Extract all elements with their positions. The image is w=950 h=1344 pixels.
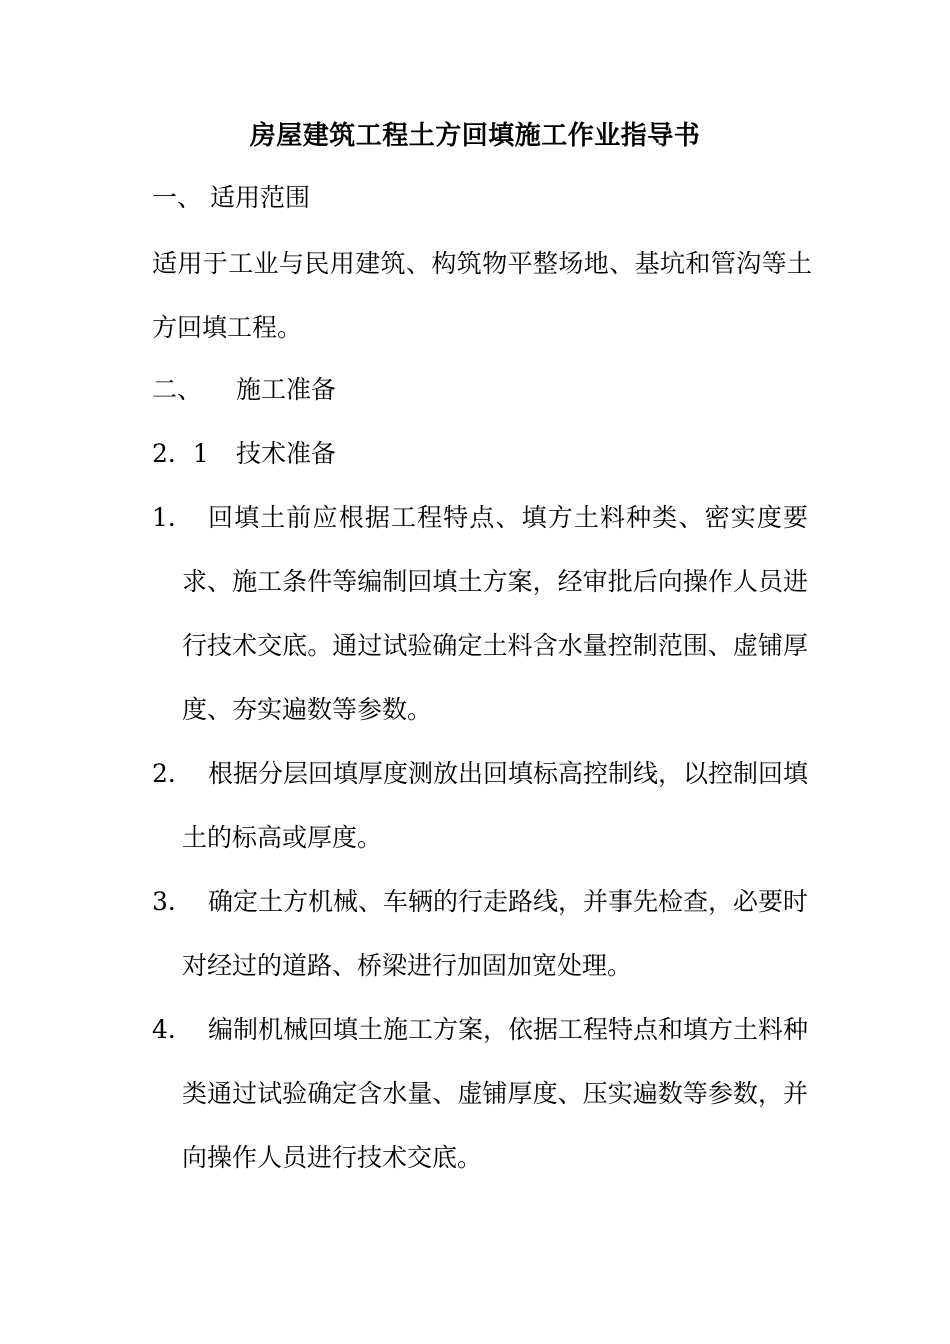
list-item-text: 确定土方机械、车辆的行走路线，并事先检查，必要时对经过的道路、桥梁进行加固加宽处理。 [182,887,809,980]
section-1-number: 一、 [152,183,203,212]
list-item-text: 根据分层回填厚度测放出回填标高控制线，以控制回填土的标高或厚度。 [182,759,809,852]
list-item-text: 编制机械回填土施工方案，依据工程特点和填方土料种类通过试验确定含水量、虚铺厚度、压实遍数等参数，并向操作人员进行技术交底。 [182,1015,809,1172]
list-item-number: 1． [152,503,193,532]
document-title: 房屋建筑工程土方回填施工作业指导书 [249,121,701,151]
section-2-heading: 施工准备 [236,375,337,404]
subsection-2-1-heading: 技术准备 [236,439,337,468]
section-1-heading: 适用范围 [210,183,311,212]
section-1-body: 适用于工业与民用建筑、构筑物平整场地、基坑和管沟等土方回填工程。 [152,249,812,342]
list-item-text: 回填土前应根据工程特点、填方土料种类、密实度要求、施工条件等编制回填土方案，经审批后向操作人员进行技术交底。通过试验确定土料含水量控制范围、虚铺厚度、夯实遍数等参数。 [182,503,808,724]
list-item-number: 4． [152,1015,193,1044]
list-item-number: 2． [152,759,193,788]
list-item-number: 3． [152,887,193,916]
subsection-2-1-number: 2．1 [152,439,209,468]
section-2-number: 二、 [152,375,203,404]
